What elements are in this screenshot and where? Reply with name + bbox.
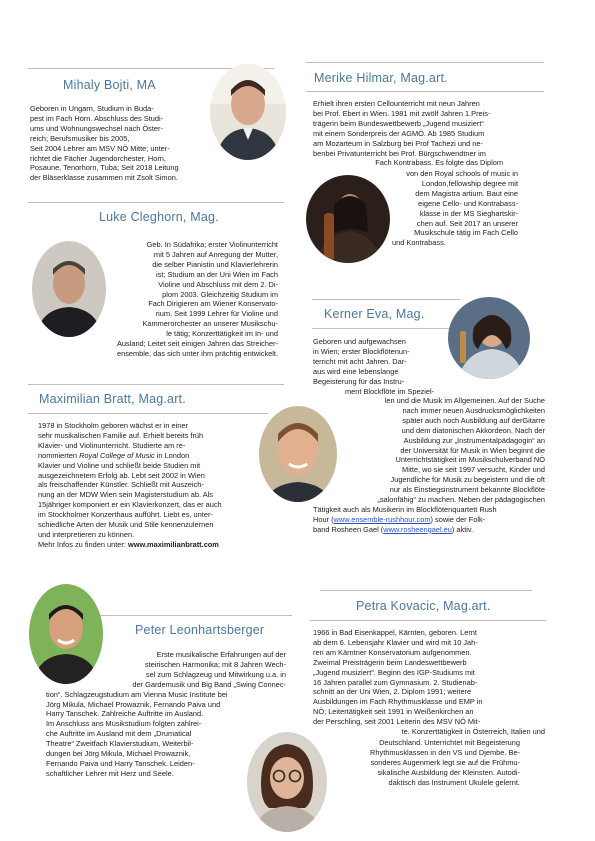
bio-line: 1966 in Bad Eisenkappel, Kärnten, geboren. Lernt (313, 628, 477, 637)
teacher-name-bojti: Mihaly Bojti, MA (63, 78, 156, 92)
section-rule (28, 384, 284, 385)
bio-line: nur als Einstiegsinstrument bekannte Blockflöte (389, 485, 545, 495)
bio-line: richtet die Fächer Jugendorchester, Horn, (30, 153, 166, 163)
bio-line: chen auf. Seit 2017 an unserer (416, 218, 518, 228)
text-run: ) sowie der Folk- (430, 514, 486, 524)
bio-line: ausgezeichnetem Erfolg ab. Lebt seit 2002 in Wien (38, 470, 205, 480)
rosheengael-link[interactable]: www.rosheengael.eu (383, 524, 452, 534)
bio-hilmar (313, 99, 545, 168)
bio-line: am Mozarteum in Salzburg bei Prof Tachezi und ne- (313, 138, 483, 148)
bio-line: schaftlicher Lehrer mit Herz und Seele. (46, 768, 174, 778)
bio-line: plom 2003. Gleichzeitig Studium im (162, 289, 278, 299)
bio-line: ist; Studium an der Uni Wien im Fach (156, 269, 278, 279)
bio-line: Geboren und aufgewachsen (313, 337, 406, 346)
bio-line: der Bläserklasse zusammen mit Zsolt Simon. (30, 173, 178, 183)
bio-line: und Kontrabass. (392, 238, 446, 248)
bio-line: „Jugend musiziert“. Beginn des IGP-Studiums mit (313, 667, 475, 677)
bio-line: te. Konzerttätigkeit in Österreich, Italien und (401, 727, 545, 737)
bio-line: ab dem 6. Lebensjahr Klavier und wird mit 10 Jah- (313, 637, 478, 647)
bio-line: tion“. Schlagzeugstudium am Vienna Music Institute bei (46, 689, 228, 699)
section-rule (28, 413, 268, 414)
bio-line: 16 Jahren parallel zum Gymnasium. 2. Studienab- (313, 677, 478, 687)
bio-line: Fach Kontrabass. Es folgte das Diplom (375, 158, 503, 168)
bio-line: che Auftritte im Ausland mit dem „Drumatical (46, 729, 192, 739)
bio-line: der Perschling, seit 2001 Leiterin des MSV NÖ Mit- (313, 717, 481, 727)
ensemble-rushhour-link[interactable]: www.ensemble-rushhour.com (333, 514, 431, 524)
bio-line: klasse in der MS Sieghartskir- (419, 208, 518, 218)
bio-line: Klavier und Violine und schließt beide Studien mit (38, 460, 201, 470)
bio-line: nach immer neuen Ausdrucksmöglichkeiten (402, 405, 545, 415)
text-run: Mehr Infos zu finden unter: (38, 539, 128, 549)
bio-line: der Gardemusik und Big Band „Swing Connec- (132, 679, 286, 689)
bio-line: bei Prof. Ebert in Wien. 1981 mit zwölf Jahren 1.Preis- (313, 108, 491, 118)
bio-line: später auch noch Ausbildung auf derGitarre (402, 415, 545, 425)
bio-line: benbei Privatunterricht bei Prof. Bürgschwendtner im (313, 148, 486, 158)
bio-line (313, 515, 545, 525)
bio-line: Erste musikalische Erfahrungen auf der (156, 650, 286, 659)
bio-line: schiedliche Arten der Musik und Stile kennenzulernen (38, 520, 214, 530)
teacher-name-kerner: Kerner Eva, Mag. (324, 307, 425, 321)
bio-line: von den Royal schools of music in (406, 169, 518, 178)
bio-line: ren am Kärntner Konservatorium aufgenommen. (313, 647, 472, 657)
bio-line: Ausbildungen im Fach Rhythmusklasse und EMP in (313, 697, 483, 707)
teacher-name-bratt: Maximilian Bratt, Mag.art. (39, 392, 186, 406)
bio-hilmar-side (386, 169, 518, 248)
bio-line: Harry Tanschek. Zahlreiche Auftritte im Ausland. (46, 709, 204, 719)
teacher-name-cleghorn: Luke Cleghorn, Mag. (99, 210, 219, 224)
portrait-bojti (210, 64, 286, 160)
bio-cleghorn (28, 240, 278, 359)
bio-line: Unterrichtstätigkeit im Musikschulverband NÖ (395, 455, 545, 465)
bio-bratt (38, 421, 270, 550)
bio-line: als freischaffender Künstler. Schließt mit Auszeich- (38, 480, 204, 490)
bio-line: eigene Cello- und Kontrabass- (418, 198, 518, 208)
bio-line: aus wird eine lebenslange (313, 366, 399, 376)
bio-line: 1978 in Stockholm geboren wächst er in einer (38, 421, 188, 430)
teacher-name-leonhartsberger: Peter Leonhartsberger (135, 623, 265, 637)
bio-line: Mitte, wo sie seit 1997 versucht, Kinder und (402, 465, 545, 475)
bio-kovacic (313, 628, 545, 737)
text-run: band Rosheen Gael ( (313, 524, 384, 534)
bio-line: Im Anschluss ans Musikstudium folgten zahlrei- (46, 719, 202, 729)
bio-line: mit 5 Jahren auf Anregung der Mutter, (153, 249, 278, 259)
bio-line: Erhielt ihren ersten Cellounterricht mit neun Jahren (313, 99, 480, 108)
section-rule (306, 91, 544, 92)
bio-line: Deutschland. Unterrichtet mit Begeisterung (379, 738, 520, 747)
section-rule (320, 590, 532, 591)
bio-line: „salonfähig“ zu machen. Neben der pädagogischen (377, 495, 545, 505)
bio-line: Begeisterung für das Instru- (313, 376, 405, 386)
bio-line: und dem diatonischen Akkordeon. Nach der (401, 425, 545, 435)
bio-line: Theatre“ Zweitfach Klavierstudium, Weiterbil- (46, 739, 194, 749)
bio-line: London,fellowship degree mit (421, 178, 518, 188)
bio-line: len und die Musik im Allgemeinen. Auf der Suche (384, 396, 545, 405)
bio-line: trägerin beim Bundeswettbewerb „Jugend musiziert“ (313, 118, 484, 128)
portrait-hilmar (306, 175, 390, 263)
bio-line: terricht mit acht Jahren. Dar- (313, 356, 407, 366)
bio-bojti (30, 104, 215, 183)
bio-kovacic-side (320, 738, 520, 788)
section-rule (310, 620, 546, 621)
bio-line: mit einem Sonderpreis der AGMÖ. Ab 1985 Studium (313, 128, 485, 138)
bio-line (313, 525, 545, 535)
text-run: Hour ( (313, 514, 334, 524)
text-run: nommierten (38, 450, 80, 460)
bio-line: Klavier- und Violinunterricht. Studierte am re- (38, 440, 186, 450)
bio-line: steirischen Harmonika; mit 8 Jahren Wech- (144, 659, 286, 669)
text-run-italic: Royal College of Music (79, 450, 155, 460)
section-rule (306, 62, 544, 63)
bio-line: ums und Wohnungswechsel nach Öster- (30, 123, 163, 133)
bio-line: Kammerorchester an unserer Musikschu- (142, 319, 278, 329)
bio-line: Tätigkeit auch als Musikerin im Blockflötenquartett Rush (313, 504, 497, 514)
bio-line: nung an der MDW Wien sein Magisterstudium ab. Als (38, 490, 213, 500)
bio-line: dem Magistra artium. Baut eine (415, 188, 518, 198)
bio-kerner-cont (313, 396, 545, 535)
portrait-kovacic (247, 732, 327, 832)
bio-line: Geb. In Südafrika; erster Violinunterricht (146, 240, 278, 249)
bio-line: Jörg Mikula, Michael Prowaznik, Fernando Paiva und (46, 699, 221, 709)
bio-line: die selber Pianistin und Klavierlehrerin (152, 259, 278, 269)
bio-line: 15jähriger komponiert er ein Klavierkonzert, das er auch (38, 500, 222, 510)
bio-line: Rhythmusklassen in den VS und Djembe. Be- (370, 747, 520, 757)
bio-line: Ausland; Leitet seit einigen Jahren das Streicher- (116, 339, 278, 349)
bio-line: Fach Dirigieren am Wiener Konservato- (148, 299, 278, 309)
website-link[interactable]: www.maximilianbratt.com (127, 539, 219, 549)
bio-line: Musikschule tätig im Fach Cello (414, 228, 518, 238)
bio-line: rium. Seit 1999 Lehrer für Violine und (155, 309, 278, 319)
bio-line: Zweimal Preisträgerin beim Landeswettbewerb (313, 657, 467, 667)
bio-line: im Stockholmer Konzerthaus aufführt. Liebt es, unter- (38, 510, 213, 520)
bio-line: Violine und Abschluss mit dem 2. Di- (158, 279, 278, 289)
section-rule (28, 202, 284, 203)
teacher-name-hilmar: Merike Hilmar, Mag.art. (314, 71, 448, 85)
section-rule (312, 328, 450, 329)
bio-line: Seit 2004 Lehrer am MSV NÖ Mitte; unter- (30, 143, 170, 153)
bio-line: sikalische Ausbildung der Kleinsten. Autodi- (377, 767, 520, 777)
bio-line: sehr musikalischen Familie auf. Erhielt bereits früh (38, 430, 204, 440)
bio-line: schnitt an der Uni Wien, 2. Diplom 1991; weitere (313, 687, 472, 697)
bio-line: le tätig; Konzerttätigkeit im In- und (166, 329, 278, 339)
bio-line (38, 451, 270, 461)
bio-kerner (313, 337, 545, 396)
bio-line: daktisch das Instrument Ukulele gelernt. (388, 777, 520, 787)
bio-line: Fernando Paiva und Harry Tanschek. Leiden- (46, 758, 195, 768)
bio-line: und interpretieren zu können. (38, 529, 135, 539)
section-rule (312, 299, 460, 300)
teacher-name-kovacic: Petra Kovacic, Mag.art. (356, 599, 491, 613)
bio-line: NÖ; Leitertätigkeit seit 1991 in Weißenkirchen an (313, 707, 474, 717)
bio-line: Ausbildung zur „Instrumentalpädagogin“ an (403, 435, 545, 445)
bio-line: sel zum Schlagzeug und Mitwirkung u.a. in (145, 669, 286, 679)
bio-line: dungen bei Jörg Mikula, Michael Prowaznik, (46, 749, 191, 759)
bio-line: sonderes Augenmerk legt sie auf die Frühmu- (370, 757, 520, 767)
bio-line: in Wien; erster Blockflötenun- (313, 346, 410, 356)
bio-line: Posaune, Tenorhorn, Tuba; Seit 2018 Leitung (30, 163, 179, 173)
bio-line: reich; Berufsmusiker bis 2005, (30, 133, 130, 143)
section-rule (100, 615, 292, 616)
text-run: in London (154, 450, 190, 460)
bio-line (38, 540, 270, 550)
bio-line: Geboren in Ungarn, Studium in Buda- (30, 104, 154, 113)
bio-line: Jugendliche für Musik zu begeistern und die oft (390, 475, 545, 485)
bio-line: ensemble, das sich unter ihm prächtig entwickelt. (116, 348, 278, 358)
bio-line: ment Blockflöte im Speziel- (345, 386, 435, 396)
bio-line: der Universität für Musik in Wien beginnt die (400, 445, 545, 455)
text-run: ) aktiv. (451, 524, 474, 534)
bio-line: pest im Fach Horn. Abschluss des Studi- (30, 113, 164, 123)
